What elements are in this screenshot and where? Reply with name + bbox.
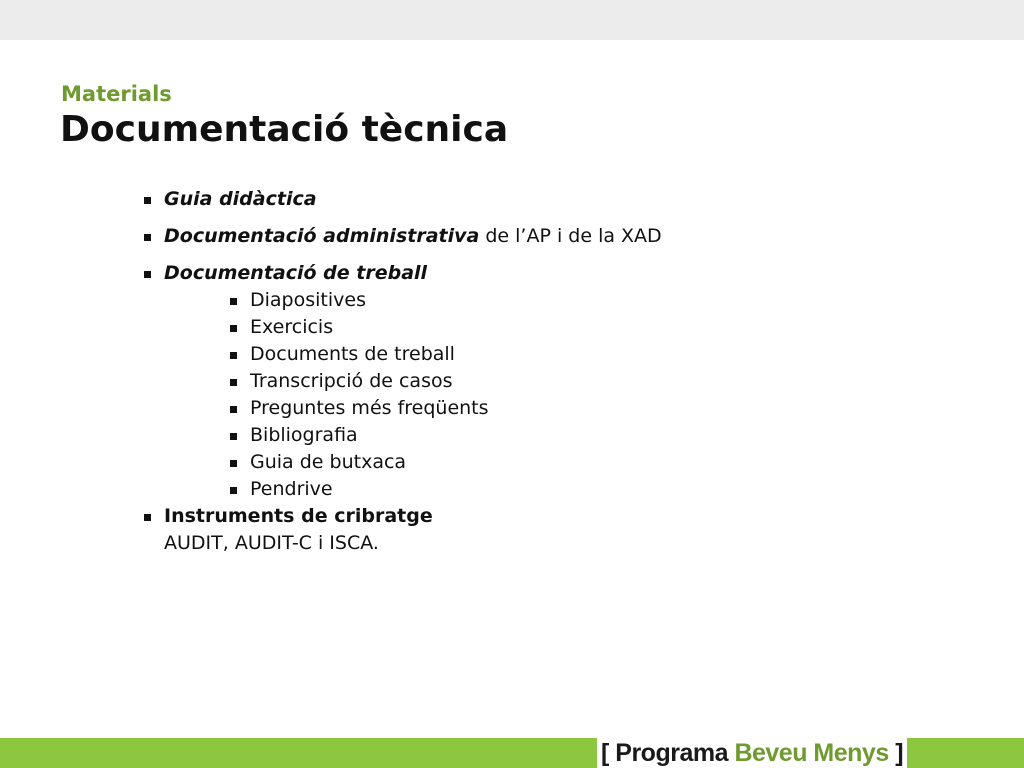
program-logo: [ Programa Beveu Menys ] [597,738,907,768]
sublist-item [140,422,900,449]
sublist-item-text: Transcripció de casos [250,370,453,392]
square-bullet-icon [230,406,237,413]
sublist-item [140,314,900,341]
list-item-guia [140,186,900,213]
sublist-item [140,476,900,503]
square-bullet-icon [144,271,151,278]
instruments-note: AUDIT, AUDIT-C i ISCA. [164,532,379,554]
list-item-documentacio-administrativa [140,223,900,250]
list-item-text: Documentació administrativa de l’AP i de la XAD [164,225,662,247]
list-item-text: Guia didàctica [164,188,317,210]
square-bullet-icon [144,197,151,204]
bullet-list [140,186,900,557]
sublist-item [140,368,900,395]
list-item-instruments [140,503,900,530]
list-item-text: Instruments de cribratge [164,505,433,527]
sublist-item [140,449,900,476]
square-bullet-icon [230,298,237,305]
square-bullet-icon [230,352,237,359]
top-band [0,0,1024,40]
sublist-item-text: Diapositives [250,289,366,311]
section-label: Materials [61,82,172,106]
sublist-item [140,287,900,314]
list-item-text: Documentació de treball [164,262,428,284]
sublist-item-text: Bibliografia [250,424,358,446]
sublist-item-text: Preguntes més freqüents [250,397,489,419]
sublist-item-text: Guia de butxaca [250,451,407,473]
list-item-documentacio-treball [140,260,900,287]
square-bullet-icon [144,514,151,521]
square-bullet-icon [144,234,151,241]
square-bullet-icon [230,487,237,494]
page-title: Documentació tècnica [60,109,509,150]
sublist-item-text: Pendrive [250,478,333,500]
sublist-item-text: Exercicis [250,316,334,338]
sublist-item-text: Documents de treball [250,343,455,365]
square-bullet-icon [230,433,237,440]
square-bullet-icon [230,325,237,332]
square-bullet-icon [230,460,237,467]
list-item-note [140,530,900,557]
sublist-item [140,395,900,422]
square-bullet-icon [230,379,237,386]
sublist-item [140,341,900,368]
